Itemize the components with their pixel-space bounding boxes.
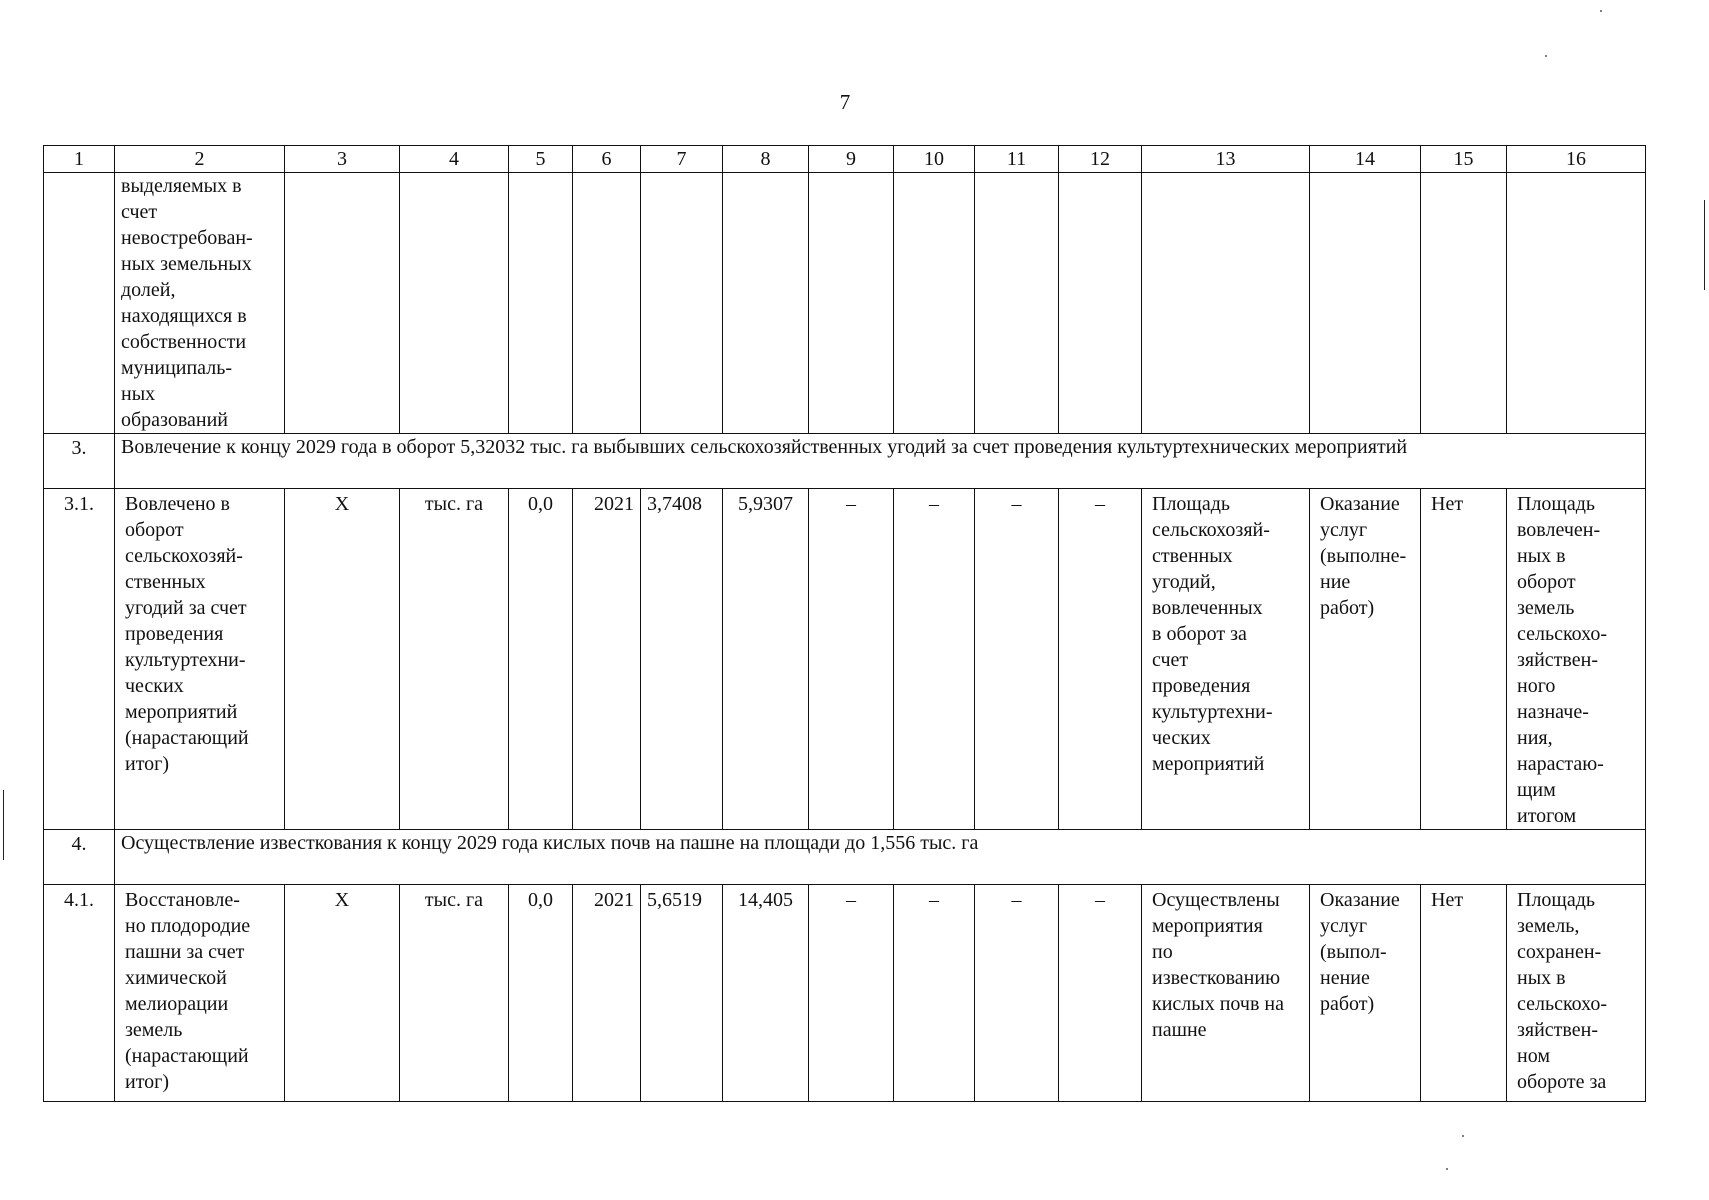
indicator-name: Восстановле- но плодородие пашни за счет химической мелиорации земель (нарастающий итог) bbox=[115, 885, 285, 1102]
row-number: 3.1. bbox=[44, 489, 115, 830]
cell bbox=[285, 173, 400, 434]
cell bbox=[44, 173, 115, 434]
result-description: Площадь вовлечен- ных в оборот земель сельскохо- зяйствен- ного назначе- ния, нарастаю- щим итогом bbox=[1507, 489, 1646, 830]
header-cell: 7 bbox=[641, 146, 723, 173]
indicator-description: Площадь сельскохозяй- ственных угодий, вовлеченных в оборот за счет проведения культуртехни- ческих мероприятий bbox=[1142, 489, 1310, 830]
section-row-4 bbox=[44, 830, 1646, 885]
unit-cell: тыс. га bbox=[400, 885, 509, 1102]
column-number-header-row bbox=[44, 146, 1646, 173]
value-col8: 5,9307 bbox=[723, 489, 809, 830]
value-col10: – bbox=[894, 489, 975, 830]
value-col7: 5,6519 bbox=[641, 885, 723, 1102]
cell bbox=[809, 173, 894, 434]
header-cell: 11 bbox=[975, 146, 1059, 173]
cell-col3: X bbox=[285, 489, 400, 830]
base-year: 2021 bbox=[573, 489, 641, 830]
continued-indicator-name: выделяемых в счет невостребован- ных земельных долей, находящихся в собственности муниципаль- ных образований bbox=[115, 173, 285, 434]
continuation-row bbox=[44, 173, 1646, 434]
header-cell: 2 bbox=[115, 146, 285, 173]
header-cell: 14 bbox=[1310, 146, 1421, 173]
value-col7: 3,7408 bbox=[641, 489, 723, 830]
scan-speck bbox=[1446, 1168, 1448, 1170]
cell bbox=[723, 173, 809, 434]
table-row-4-1 bbox=[44, 885, 1646, 1102]
header-cell: 15 bbox=[1421, 146, 1507, 173]
value-col10: – bbox=[894, 885, 975, 1102]
header-cell: 5 bbox=[509, 146, 573, 173]
cell bbox=[894, 173, 975, 434]
header-cell: 8 bbox=[723, 146, 809, 173]
section-number: 3. bbox=[44, 434, 115, 489]
indicator-description: Осуществлены мероприятия по известкованию кислых почв на пашне bbox=[1142, 885, 1310, 1102]
value-col11: – bbox=[975, 489, 1059, 830]
section-row-3 bbox=[44, 434, 1646, 489]
base-value: 0,0 bbox=[509, 885, 573, 1102]
cell bbox=[509, 173, 573, 434]
cell bbox=[641, 173, 723, 434]
base-value: 0,0 bbox=[509, 489, 573, 830]
event-type: Оказание услуг (выпол- нение работ) bbox=[1310, 885, 1421, 1102]
row-number: 4.1. bbox=[44, 885, 115, 1102]
section-title: Вовлечение к концу 2029 года в оборот 5,32032 тыс. га выбывших сельскохозяйственных угодий за счет проведения культуртехнических мероприятий bbox=[115, 434, 1646, 489]
scan-edge-mark bbox=[3, 790, 4, 860]
event-type: Оказание услуг (выполне- ние работ) bbox=[1310, 489, 1421, 830]
cell bbox=[1310, 173, 1421, 434]
cell-col3: X bbox=[285, 885, 400, 1102]
value-col9: – bbox=[809, 489, 894, 830]
cell bbox=[573, 173, 641, 434]
value-col9: – bbox=[809, 885, 894, 1102]
unit-cell: тыс. га bbox=[400, 489, 509, 830]
header-cell: 16 bbox=[1507, 146, 1646, 173]
base-year: 2021 bbox=[573, 885, 641, 1102]
cell bbox=[975, 173, 1059, 434]
section-number: 4. bbox=[44, 830, 115, 885]
scan-edge-mark bbox=[1704, 200, 1705, 290]
cell bbox=[1142, 173, 1310, 434]
cell bbox=[1507, 173, 1646, 434]
result-description: Площадь земель, сохранен- ных в сельскохо- зяйствен- ном обороте за bbox=[1507, 885, 1646, 1102]
indicators-table bbox=[43, 145, 1646, 1102]
section-title: Осуществление известкования к концу 2029 года кислых почв на пашне на площади до 1,556 тыс. га bbox=[115, 830, 1646, 885]
header-cell: 3 bbox=[285, 146, 400, 173]
scan-speck bbox=[1462, 1135, 1464, 1137]
cell bbox=[400, 173, 509, 434]
value-col12: – bbox=[1059, 885, 1142, 1102]
page-number: 7 bbox=[839, 90, 851, 114]
header-cell: 13 bbox=[1142, 146, 1310, 173]
header-cell: 12 bbox=[1059, 146, 1142, 173]
scan-speck bbox=[1600, 10, 1602, 12]
value-col8: 14,405 bbox=[723, 885, 809, 1102]
cell bbox=[1059, 173, 1142, 434]
header-cell: 10 bbox=[894, 146, 975, 173]
flag-cell: Нет bbox=[1421, 885, 1507, 1102]
value-col11: – bbox=[975, 885, 1059, 1102]
flag-cell: Нет bbox=[1421, 489, 1507, 830]
cell bbox=[1421, 173, 1507, 434]
header-cell: 4 bbox=[400, 146, 509, 173]
indicator-name: Вовлечено в оборот сельскохозяй- ственных угодий за счет проведения культуртехни- ческих мероприятий (нарастающий итог) bbox=[115, 489, 285, 830]
header-cell: 9 bbox=[809, 146, 894, 173]
header-cell: 6 bbox=[573, 146, 641, 173]
table-row-3-1 bbox=[44, 489, 1646, 830]
header-cell: 1 bbox=[44, 146, 115, 173]
value-col12: – bbox=[1059, 489, 1142, 830]
scan-speck bbox=[1545, 55, 1547, 57]
